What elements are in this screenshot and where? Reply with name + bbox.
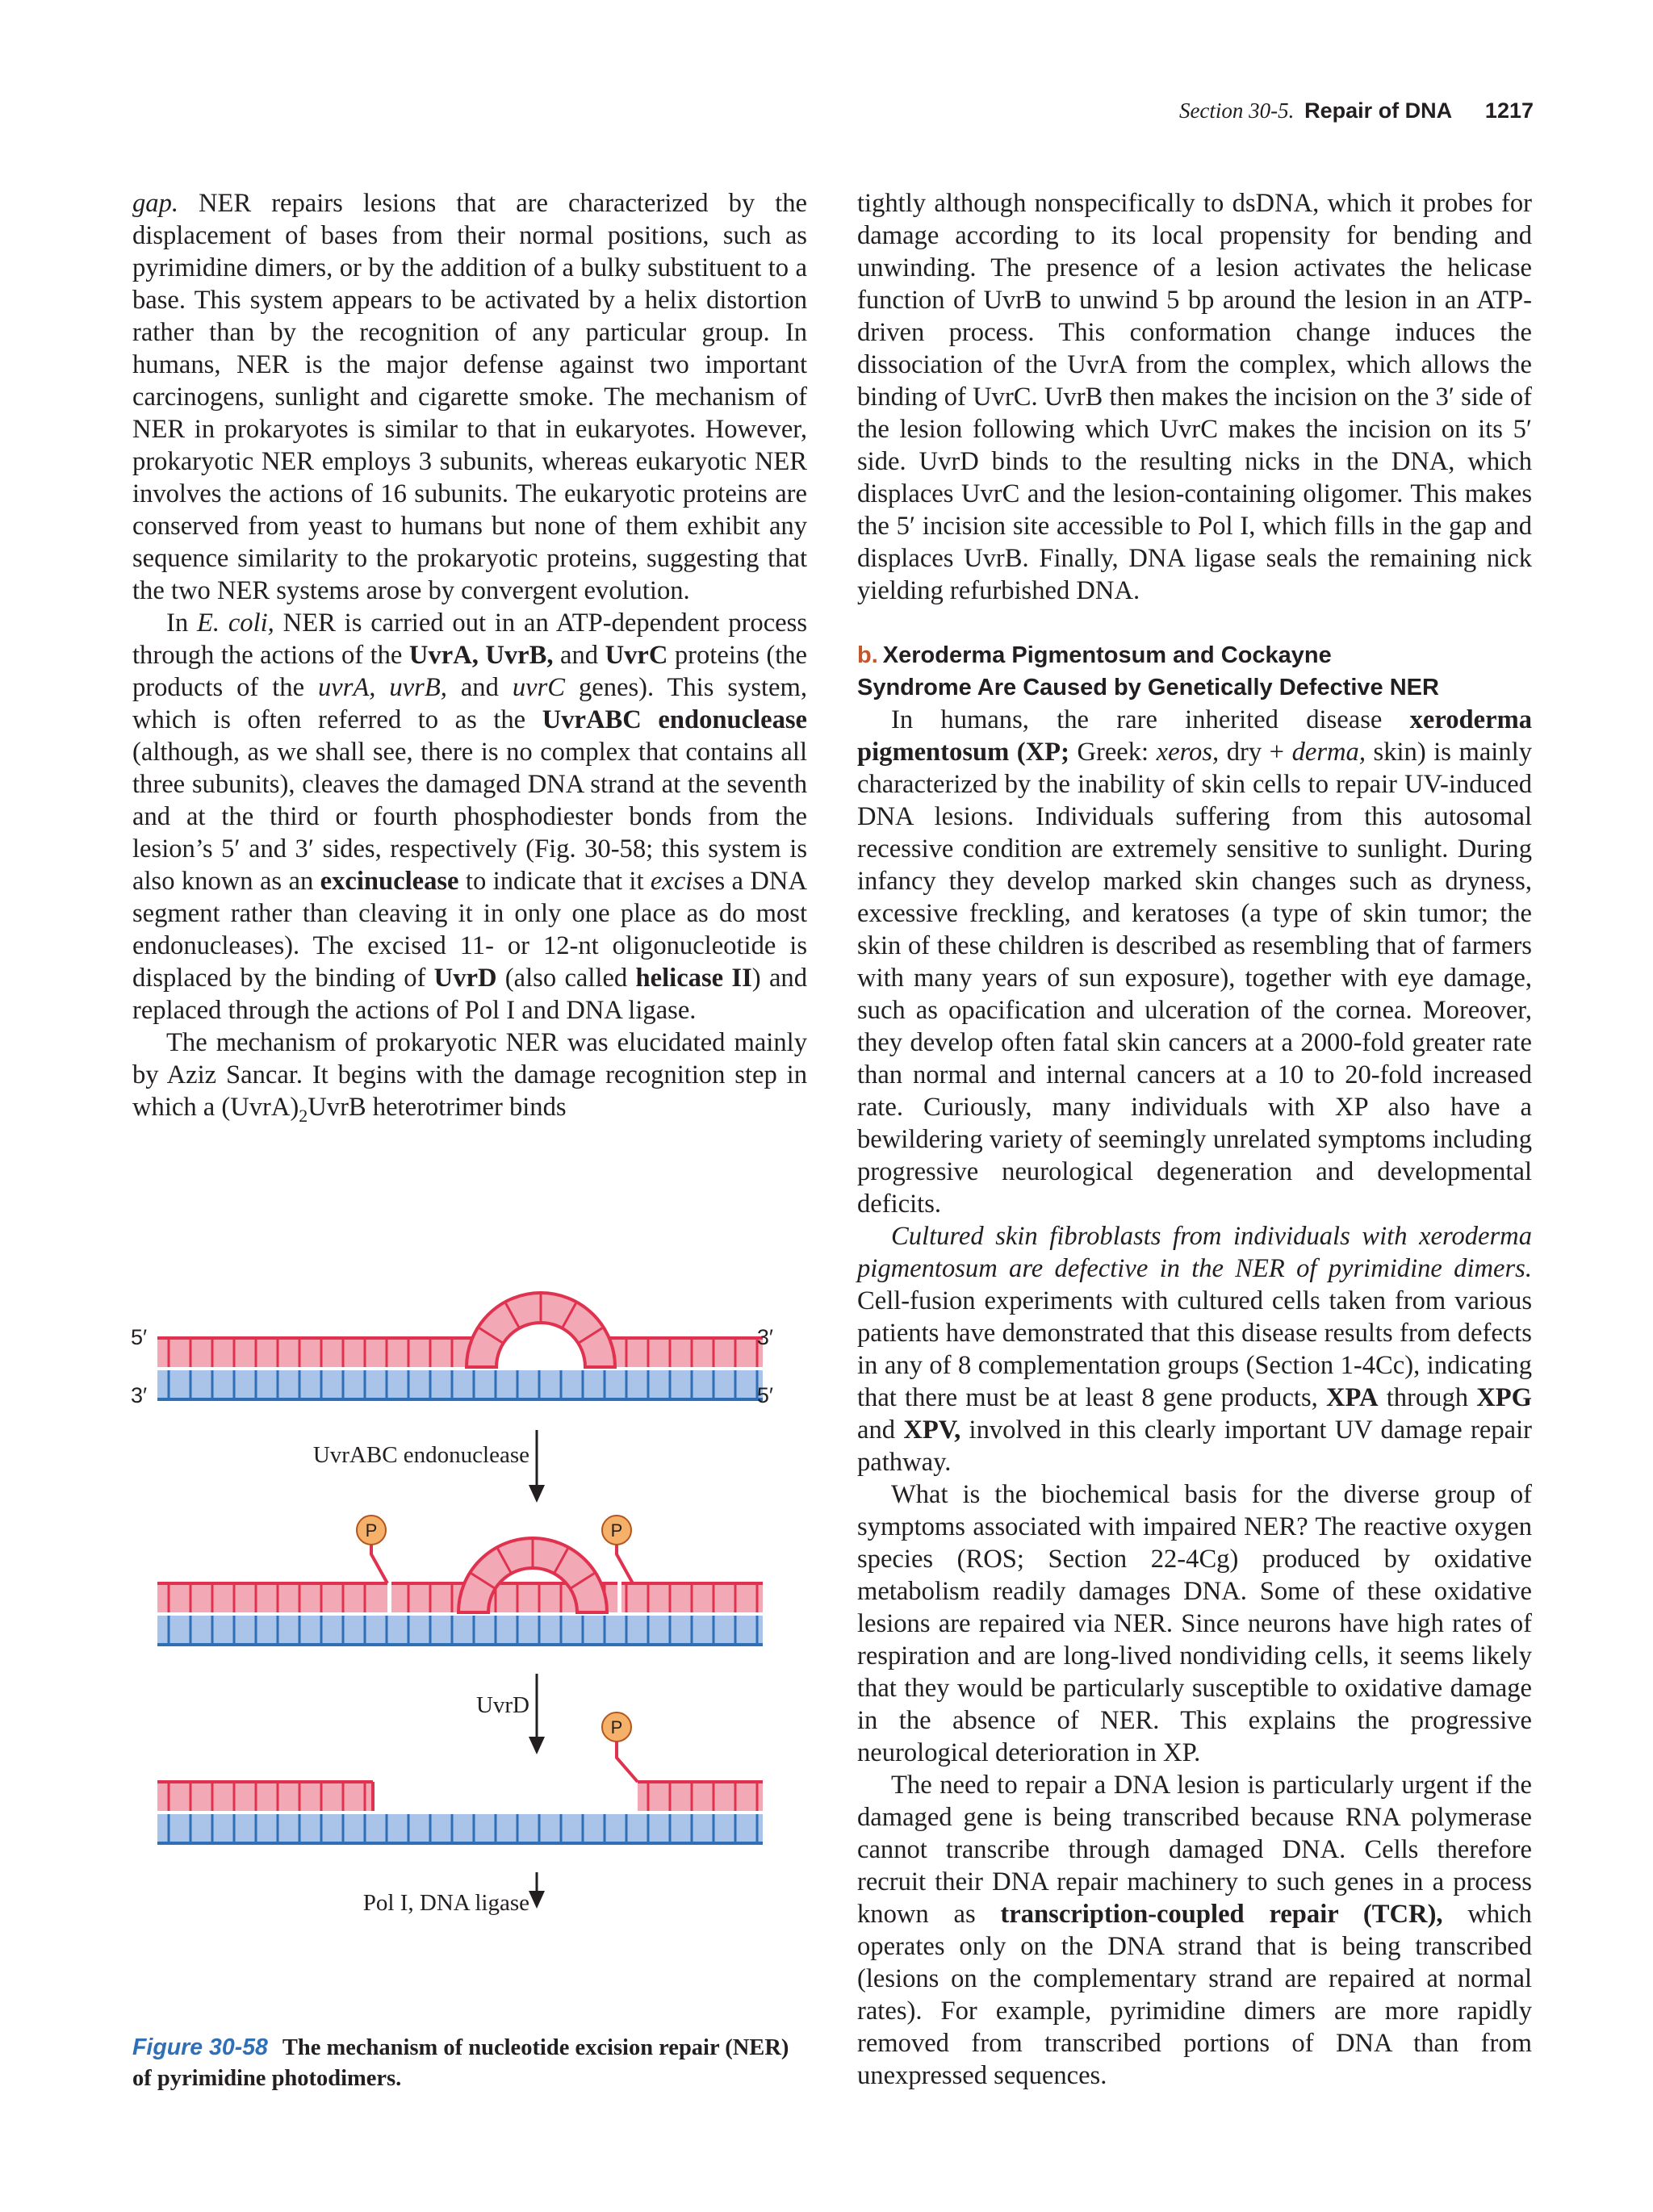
right-column [857, 187, 1532, 2092]
header-title: Repair of DNA [1304, 98, 1453, 123]
phosphate-tail [371, 1545, 387, 1583]
bottom-strand [157, 1814, 763, 1843]
header-section: Section 30-5. [1178, 98, 1295, 123]
bottom-strand [157, 1616, 763, 1645]
top-strand [638, 1782, 763, 1811]
label-3prime-top: 3′ [756, 1325, 773, 1349]
label-5prime-bottom: 5′ [756, 1383, 773, 1407]
bottom-strand [157, 1370, 763, 1399]
phosphate-label: P [365, 1520, 378, 1541]
phosphate-tail [617, 1742, 638, 1782]
step-label-uvrd: UvrD [475, 1692, 529, 1718]
label-5prime-top: 5′ [131, 1325, 148, 1349]
left-column [132, 187, 807, 1126]
arrow-head [529, 1737, 545, 1754]
ner-diagram [113, 1259, 783, 1945]
caption-text: The mechanism of nucleotide excision repair (NER) of pyrimidine photodimers. [132, 2035, 789, 2091]
figure-number: Figure 30-58 [132, 2034, 268, 2060]
right-paragraph-1: tightly although nonspecifically to dsDNA, which it probes for damage according to its local propensity for bending and unwinding. The presence of a lesion activates the helicase function of UvrB to unwind 5 bp around the lesion in an ATP-driven process. This conformation change induces the dissociation of the UvrA from the complex, which allows the binding of UvrC. UvrB then makes the incision on the 3′ side of the lesion following which UvrC makes the incision on its 5′ side. UvrD binds to the resulting nicks in the DNA, which displaces UvrC and the lesion-containing oligomer. This makes the 5′ incision site accessible to Pol I, which fills in the gap and displaces UvrB. Finally, DNA ligase seals the remaining nick yielding refurbished DNA. [857, 189, 1532, 605]
label-3prime-bottom: 3′ [131, 1383, 148, 1407]
top-strand [157, 1583, 387, 1612]
phosphate-tail [617, 1545, 633, 1583]
figure-caption [132, 2032, 807, 2094]
arrow-head [529, 1485, 545, 1503]
left-paragraph-2: In E. coli, NER is carried out in an ATP-dependent process through the actions of the UvrA, UvrB, and UvrC proteins (the products of the uvrA, uvrB, and uvrC genes). This system, which is often referred to as the UvrABC endonuclease (although, as we shall see, there is no complex that contains all three subunits), cleaves the damaged DNA strand at the seventh and at the third or fourth phosphodiester bonds from the lesion’s 5′ and 3′ sides, respectively (Fig. 30-58; this system is also known as an excinuclease to indicate that it excises a DNA segment rather than cleaving it in only one place as do most endonucleases). The excised 11- or 12-nt oligonucleotide is displaced by the binding of UvrD (also called helicase II) and replaced through the actions of Pol I and DNA ligase. [132, 608, 808, 1025]
arrow-head [529, 1891, 545, 1909]
top-strand [157, 1338, 480, 1367]
left-paragraph-3: The mechanism of prokaryotic NER was elucidated mainly by Aziz Sancar. It begins with the damage recognition step in which a $(UvrA)_2UvrB$ heterotrimer binds [132, 1028, 807, 1126]
subsection-label: b. [857, 642, 878, 668]
step-label-pol-ligase: Pol I, DNA ligase [362, 1890, 529, 1916]
nick-3prime [617, 1582, 621, 1614]
step-label-uvrabc: UvrABC endonuclease [312, 1442, 529, 1468]
right-paragraph-3: Cultured skin fibroblasts from individuals with xeroderma pigmentosum are defective in the NER of pyrimidine dimers. Cell-fusion experiments with cultured cells taken from various patients have demonstrated that this disease results from defects in any of 8 complementation groups (Section 1-4Cc), indicating that there must be at least 8 gene products, XPA through XPG and XPV, involved in this clearly important UV damage repair pathway. [857, 1222, 1532, 1477]
dna-strands [157, 1293, 763, 1945]
phosphate-label: P [610, 1717, 623, 1737]
nick-5prime [387, 1582, 391, 1614]
subsection-heading: b. Xeroderma Pigmentosum and Cockayne Syndrome Are Caused by Genetically Defective NER [857, 642, 1439, 700]
right-paragraph-4: What is the biochemical basis for the diverse group of symptoms associated with impaired NER? The reactive oxygen species (ROS; Section 22-4Cg) produced by oxidative metabolism readily damages DNA. Some of these oxidative lesions are repaired via NER. Since neurons have high rates of respiration and are long-lived nondividing cells, it seems likely that they would be particularly susceptible to oxidative damage in the absence of NER. This explains the progressive neurological deterioration in XP. [857, 1480, 1532, 1767]
left-paragraph-1: gap. NER repairs lesions that are characterized by the displacement of bases from their normal positions, such as pyrimidine dimers, or by the addition of a bulky substituent to a base. This system appears to be activated by a helix distortion rather than by the recognition of any particular group. In humans, NER is the major defense against two important carcinogens, sunlight and cigarette smoke. The mechanism of NER in prokaryotes is similar to that in eukaryotes. However, prokaryotic NER employs 3 subunits, whereas eukaryotic NER involves the actions of 16 subunits. The eukaryotic proteins are conserved from yeast to humans but none of them exhibit any sequence similarity to the prokaryotic proteins, suggesting that the two NER systems arose by convergent evolution. [132, 189, 807, 605]
page-number: 1217 [1484, 98, 1534, 123]
right-paragraph-5: The need to repair a DNA lesion is particularly urgent if the damaged gene is being transcribed because RNA polymerase cannot transcribe through damaged DNA. Cells therefore recruit their DNA repair machinery to such genes in a process known as transcription-coupled repair (TCR), which operates only on the DNA strand that is being transcribed (lesions on the complementary strand are repaired at normal rates). For example, pyrimidine dimers are more rapidly removed from transcribed portions of DNA than from unexpressed sequences. [857, 1771, 1532, 2090]
ner-figure [113, 1259, 783, 1945]
running-header [1179, 98, 1534, 123]
phosphate-label: P [610, 1520, 623, 1541]
right-paragraph-2: In humans, the rare inherited disease xeroderma pigmentosum (XP; Greek: xeros, dry + derma, skin) is mainly characterized by the inability of skin cells to repair UV-induced DNA lesions. Individuals suffering from this autosomal recessive condition are extremely sensitive to sunlight. During infancy they develop marked skin changes such as dryness, excessive freckling, and keratoses (a type of skin tumor; the skin of these children is described as resembling that of farmers with many years of sun exposure), together with eye damage, such as opacification and ulceration of the cornea. Moreover, they develop often fatal skin cancers at a 2000-fold greater rate than normal and internal cancers at a 10 to 20-fold increased rate. Curiously, many individuals with XP also have a bewildering variety of seemingly unrelated symptoms including progressive neurological degeneration and developmental deficits. [857, 705, 1532, 1219]
